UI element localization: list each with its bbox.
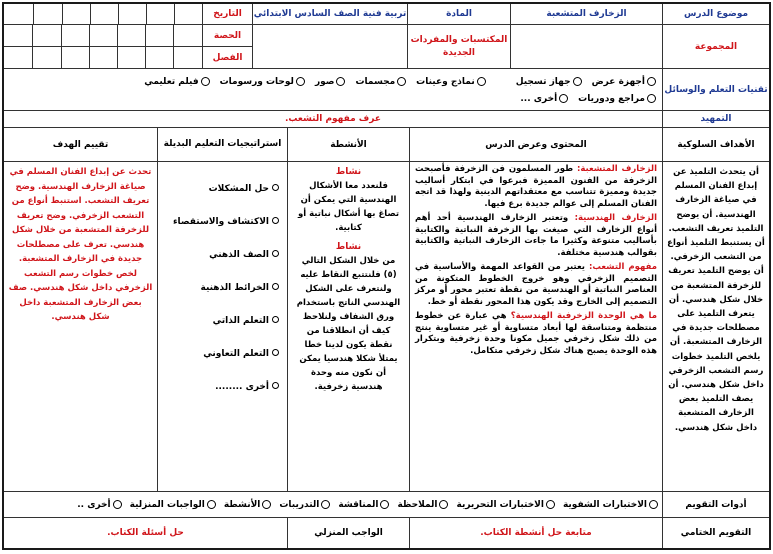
radio-icon[interactable]: [336, 77, 345, 86]
bullet-icon: [272, 283, 279, 290]
strategies-cell: [157, 162, 287, 491]
objectives-text: أن يتحدث التلميذ عن إبداع الفنان المسلم في صياغة الزخارف الهندسية. أن يوضح التلميذ تعريف التشعب. أن يستنبط التلميذ أنواع من التشعب الزخرفي. أن يوضح التلميذ تعريف للزخرفة المتشعبة من خلال شكل هندسي. أن يتعرف التلميذ على مصطلحات جديدة في الزخارف المتشعبة. أن يلخص التلميذ خطوات رسم التشعب الزخرفي داخل شكل هندسي. أن يصف التلميذ بعض الزخارف المتشعبة داخل شكل هندسي.: [667, 167, 765, 433]
subject-label: المادة: [407, 4, 510, 24]
evaluation-row: [4, 492, 769, 518]
content-section-text: وتعتبر الزخارف الهندسية أحد أهم أنواع الزخارف التي صيغت بها الزخرفة النباتية والكتابية بأساليب متنوعة وكثيرا ما جاءت الزخارف النباتية والكتابية بقوالب هندسية مختلفة.: [415, 213, 657, 258]
empty-cell[interactable]: [90, 4, 118, 24]
empty-cell[interactable]: [62, 4, 90, 24]
vocab-value[interactable]: [252, 25, 407, 68]
evaluation-option[interactable]: الاختبارات التحريرية: [456, 500, 554, 510]
date-label: التاريخ: [202, 4, 252, 24]
tech-option[interactable]: مجسمات: [355, 77, 406, 87]
evaluation-option[interactable]: الواجبات المنزلية: [130, 500, 216, 510]
vocab-label: المكتسبات والمفردات الجديدة: [407, 25, 510, 68]
radio-icon[interactable]: [559, 94, 568, 103]
empty-cell[interactable]: [146, 4, 174, 24]
tech-options-row-2: [4, 90, 656, 107]
radio-icon[interactable]: [647, 77, 656, 86]
period-label: الحصة: [203, 25, 252, 47]
content-section-text: هي عبارة عن خطوط منتظمة ومتناسقة لها أبعاد متساوية أو غير متساوية ينتج من ذلك شكل زخرفي جميل مكونا وحدة زخرفية وبتكرار هذه الوحدة يصبح هناك شكل زخرفي متكامل.: [415, 311, 657, 356]
content-header: المحتوى وعرض الدرس: [409, 128, 662, 161]
final-label: التقويم الختامي: [662, 518, 769, 548]
activity-1-title: نشاط: [335, 167, 362, 177]
group-label: المجموعة: [662, 25, 769, 68]
strategy-item[interactable]: التعلم الذاتي: [158, 316, 279, 349]
tech-option[interactable]: أجهزة عرض: [592, 77, 656, 87]
bullet-icon: [272, 184, 279, 191]
activity-1-text: فلنعدد معا الأشكال الهندسية التي يمكن أن تصاغ بها أشكال نباتية أو كتابية.: [297, 181, 400, 233]
tech-option[interactable]: أخرى ...: [520, 94, 568, 104]
homework-value[interactable]: حل أسئلة الكتاب.: [107, 528, 184, 538]
activity-2-text: من خلال الشكل التالي (٥) فلنتتبع النقاط عليه ولنتعرف على الشكل الهندسي الناتج باستخدام ورق الشفاف ولنلاحظ كيف أن انطلاقنا من نقطة يكون لدينا خطا يمتلأ شكلا هندسيا يمكن أن نكون منه وحدة هندسية زخرفية.: [296, 256, 401, 392]
strategy-item[interactable]: الاكتشاف والاستقصاء: [158, 217, 279, 250]
bullet-icon: [272, 250, 279, 257]
assessment-text: تحدث عن إبداع الفنان المسلم في صياغة الزخارف الهندسية. وضح تعريف التشعب. استنبط أنواع من التشعب الزخرفي. وضح تعريف للزخرفة المتشعبة من خلال شكل هندسي. تعرف على مصطلحات جديدة في الزخارف المتشعبة. لخص خطوات رسم التشعب الزخرفي داخل شكل هندسي. صف بعض الزخارف المتشعبة داخل شكل هندسي.: [8, 167, 153, 322]
intro-row: [4, 111, 769, 128]
activities-cell: [287, 162, 409, 491]
intro-label: التمهيد: [662, 111, 769, 127]
header-row-2: [4, 25, 769, 69]
radio-icon[interactable]: [477, 77, 486, 86]
bullet-icon: [272, 316, 279, 323]
content-section-title: الزخارف المتشعبة:: [576, 164, 657, 174]
radio-icon[interactable]: [397, 77, 406, 86]
assessment-cell: [4, 162, 157, 491]
strategy-item[interactable]: التعلم التعاوني: [158, 349, 279, 382]
radio-icon[interactable]: [207, 500, 216, 509]
activities-header: الأنشطة: [287, 128, 409, 161]
content-section-title: مفهوم التشعب:: [588, 262, 657, 272]
assessment-header: تقييم الهدف: [52, 139, 109, 150]
radio-icon[interactable]: [201, 77, 210, 86]
tech-option[interactable]: صور: [315, 77, 346, 87]
content-cell: [409, 162, 662, 491]
content-section-1: [415, 164, 657, 210]
radio-icon[interactable]: [546, 500, 555, 509]
empty-cell[interactable]: [118, 4, 146, 24]
strategy-item[interactable]: الصف الذهني: [158, 250, 279, 283]
tech-option[interactable]: لوحات ورسومات: [220, 77, 305, 87]
tech-options-row-1: [4, 73, 656, 90]
empty-cell[interactable]: [33, 4, 62, 24]
radio-icon[interactable]: [573, 77, 582, 86]
content-section-text: طور المسلمون فن الزخرفة فأصبحت الزخرفة من الفنون المميزة فبرعوا في ابتكار أساليب جديدة ومميزة تتناسب مع معتقداتهم الدينية ولهذا قد اتجه الفنان المسلم إلى عوالم جديدة برع فيها.: [415, 164, 657, 209]
homework-label: الواجب المنزلي: [287, 518, 409, 548]
final-row: [4, 518, 769, 548]
strategy-item[interactable]: أخرى ........: [158, 382, 279, 415]
content-section-title: ما هي الوحدة الزخرفية الهندسية؟: [510, 311, 657, 321]
period-class-labels: [202, 25, 252, 68]
empty-cell[interactable]: [4, 4, 33, 24]
content-section-3: [415, 262, 657, 308]
radio-icon[interactable]: [113, 500, 122, 509]
main-body-row: [4, 162, 769, 492]
evaluation-option[interactable]: التدريبات: [279, 500, 330, 510]
content-section-title: الزخارف الهندسية:: [574, 213, 657, 223]
bullet-icon: [272, 382, 279, 389]
content-section-text: يعتبر من القواعد المهمة والأساسية في التصميم الزخرفي وهو خروج الخطوط المتكونة من العناصر النباتية أو الهندسية من نقطة تعتبر محور أو مركز التصميم إلى الخارج وقد يكون هذا المحور نقطة أو خط.: [415, 262, 657, 307]
header-row-1: [4, 4, 769, 25]
evaluation-options: [4, 492, 662, 517]
strategy-item[interactable]: الخرائط الذهنية: [158, 283, 279, 316]
strategy-item[interactable]: حل المشكلات: [158, 184, 279, 217]
tech-row: [4, 69, 769, 111]
evaluation-option[interactable]: المناقشة: [338, 500, 389, 510]
content-section-4: [415, 311, 657, 357]
radio-icon[interactable]: [296, 77, 305, 86]
evaluation-option[interactable]: أخرى ..: [77, 500, 121, 510]
final-value[interactable]: متابعة حل أنشطة الكتاب.: [409, 518, 662, 548]
strategies-header: استراتيجيات التعليم البديلة: [157, 128, 287, 161]
tech-label: تقنيات التعلم والوسائل: [662, 69, 769, 110]
tech-option[interactable]: جهاز تسجيل: [516, 77, 582, 87]
objectives-header: الأهداف السلوكية: [662, 128, 769, 161]
radio-icon[interactable]: [647, 94, 656, 103]
tech-option[interactable]: فيلم تعليمي: [144, 77, 209, 87]
evaluation-option[interactable]: الملاحظة: [397, 500, 448, 510]
evaluation-label: أدوات التقويم: [662, 492, 769, 517]
tech-options: [4, 69, 662, 110]
radio-icon[interactable]: [321, 500, 330, 509]
tech-option[interactable]: مراجع ودوريات: [578, 94, 656, 104]
period-class-grid: [4, 25, 202, 68]
columns-header-row: [4, 128, 769, 162]
evaluation-option[interactable]: الأنشطة: [224, 500, 272, 510]
radio-icon[interactable]: [649, 500, 658, 509]
evaluation-option[interactable]: الاختبارات الشفوية: [563, 500, 658, 510]
topic-value[interactable]: الزخارف المتشعبة: [510, 4, 662, 24]
subject-value[interactable]: تربية فنية الصف السادس الابتدائي: [252, 4, 407, 24]
objectives-cell: [662, 162, 769, 491]
lesson-plan-sheet: [2, 2, 771, 550]
tech-option[interactable]: نماذج وعينات: [416, 77, 486, 87]
radio-icon[interactable]: [380, 500, 389, 509]
intro-value[interactable]: عرف مفهوم التشعب.: [284, 114, 382, 124]
radio-icon[interactable]: [262, 500, 271, 509]
empty-cell[interactable]: [174, 4, 202, 24]
bullet-icon: [272, 217, 279, 224]
activity-2-title: نشاط: [335, 242, 362, 252]
bullet-icon: [272, 349, 279, 356]
group-value[interactable]: [510, 25, 662, 68]
topic-label: موضوع الدرس: [662, 4, 769, 24]
radio-icon[interactable]: [439, 500, 448, 509]
class-label: الفصل: [212, 53, 243, 63]
content-section-2: [415, 213, 657, 259]
